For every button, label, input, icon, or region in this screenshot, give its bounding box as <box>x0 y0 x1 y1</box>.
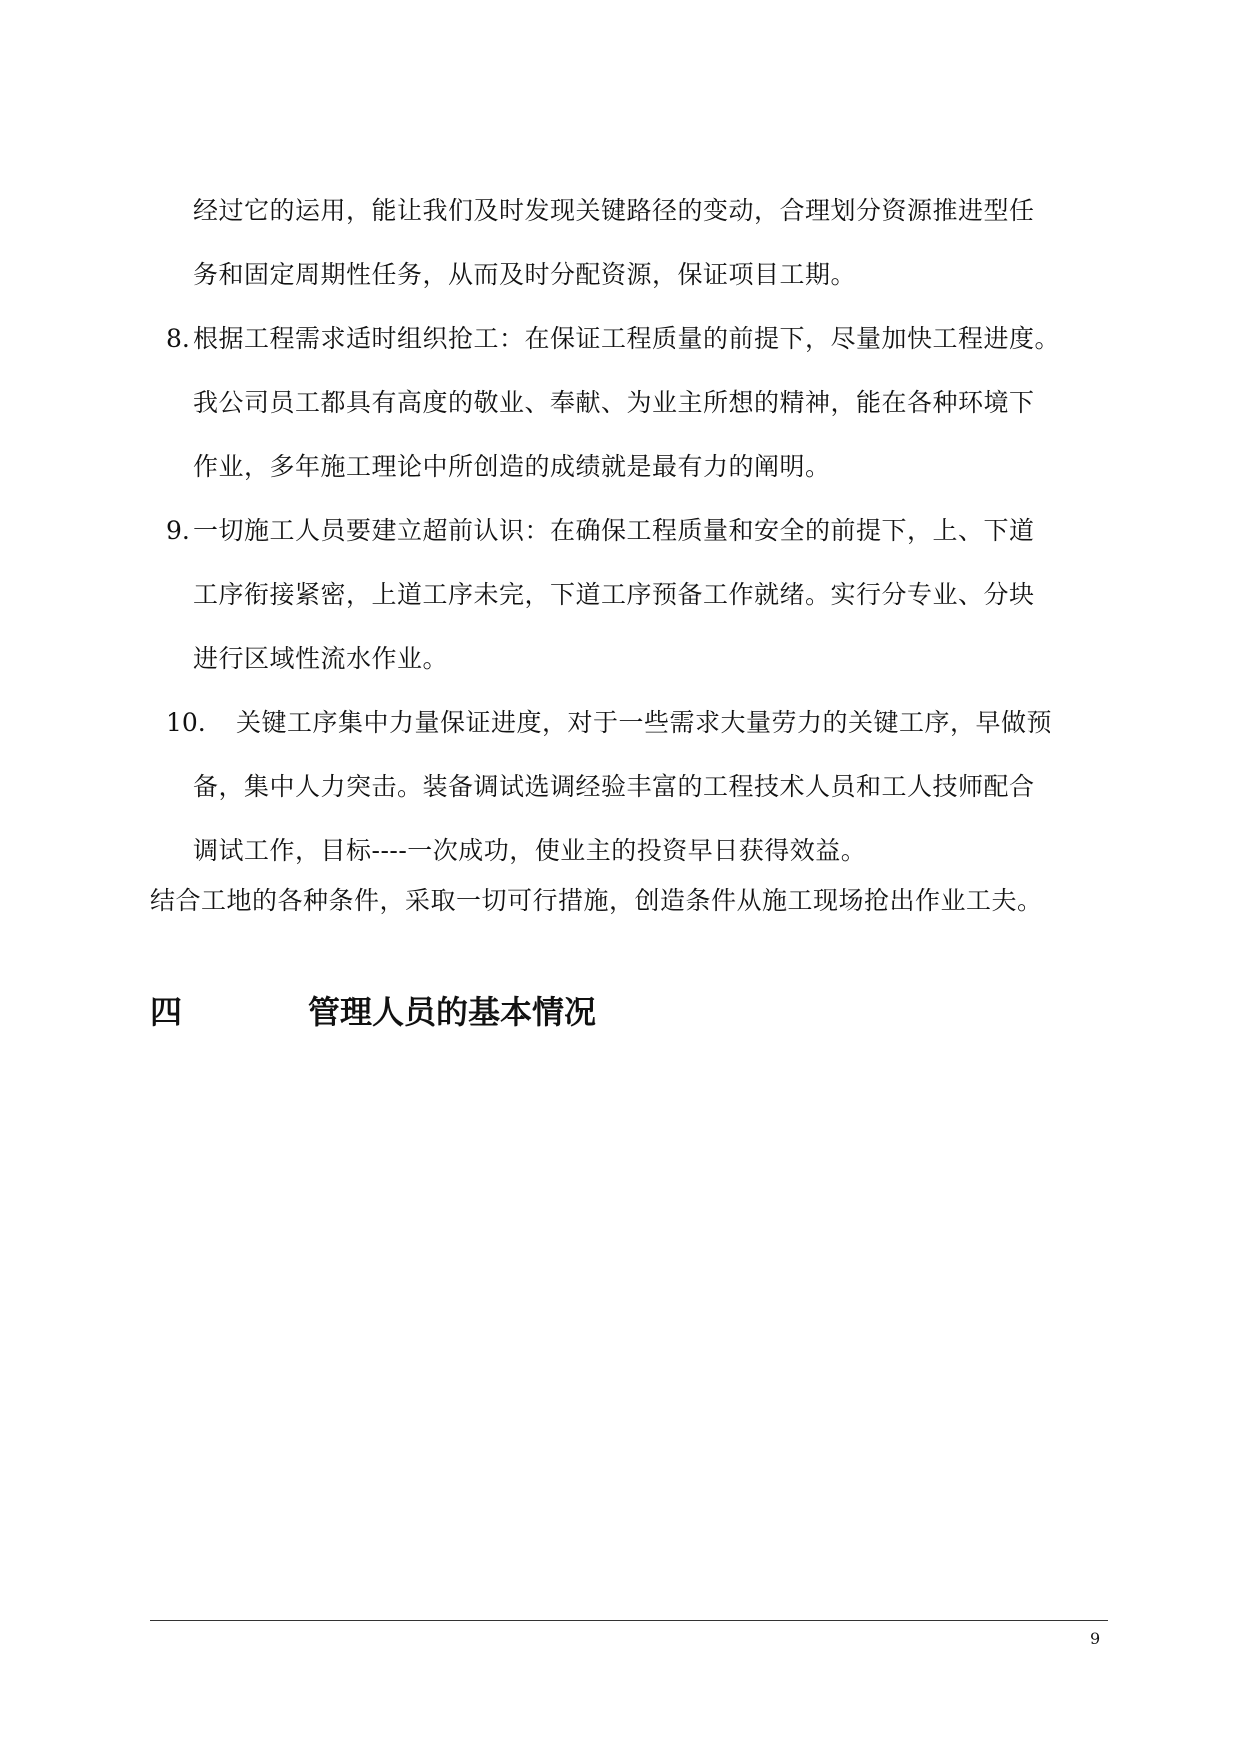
continuation-line: 经过它的运用，能让我们及时发现关键路径的变动，合理划分资源推进型任 <box>193 196 1035 225</box>
list-item-line: 调试工作，目标----一次成功，使业主的投资早日获得效益。 <box>193 836 867 865</box>
list-item-marker: 10. <box>166 708 206 737</box>
list-item-line: 一切施工人员要建立超前认识：在确保工程质量和安全的前提下，上、下道 <box>193 516 1035 545</box>
section-title: 管理人员的基本情况 <box>308 993 597 1031</box>
list-item-line: 根据工程需求适时组织抢工：在保证工程质量的前提下，尽量加快工程进度。 <box>193 324 1061 353</box>
list-item-line: 我公司员工都具有高度的敬业、奉献、为业主所想的精神，能在各种环境下 <box>193 388 1035 417</box>
section-number: 四 <box>150 993 183 1031</box>
list-item-marker: 8. <box>166 324 190 353</box>
closing-paragraph: 结合工地的各种条件，采取一切可行措施，创造条件从施工现场抢出作业工夫。 <box>150 886 1043 915</box>
list-item-line: 作业，多年施工理论中所创造的成绩就是最有力的阐明。 <box>193 452 831 481</box>
list-item-line: 关键工序集中力量保证进度，对于一些需求大量劳力的关键工序，早做预 <box>236 708 1053 737</box>
list-item-marker: 9. <box>166 516 190 545</box>
continuation-line: 务和固定周期性任务，从而及时分配资源，保证项目工期。 <box>193 260 857 289</box>
page-number: 9 <box>1090 1629 1101 1648</box>
list-item-line: 工序衔接紧密，上道工序未完，下道工序预备工作就绪。实行分专业、分块 <box>193 580 1035 609</box>
list-item-line: 备，集中人力突击。装备调试选调经验丰富的工程技术人员和工人技师配合 <box>193 772 1035 801</box>
footer-divider <box>150 1620 1108 1621</box>
list-item-line: 进行区域性流水作业。 <box>193 644 449 673</box>
